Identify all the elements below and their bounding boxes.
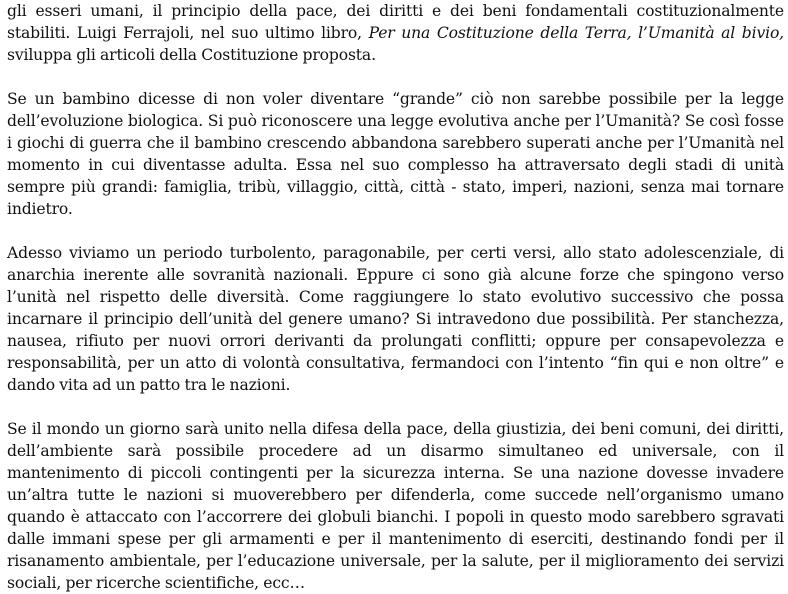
document-page	[7, 0, 784, 594]
paragraph-1-text-before: gli esseri umani, il principio della pace, dei diritti e dei beni fondamentali costituzionalmente stabiliti. Luigi Ferrajoli, nel suo ultimo libro,	[7, 2, 784, 42]
paragraph-3: Adesso viviamo un periodo turbolento, paragonabile, per certi versi, allo stato adolescenziale, di anarchia inerente alle sovranità nazionali. Eppure ci sono già alcune forze che spingono verso l’unità nel rispetto delle diversità. Come raggiungere lo stato evolutivo successivo che possa incarnare il principio dell’unità del genere umano? Si intravedono due possibilità. Per stanchezza, nausea, rifiuto per nuovi orrori derivanti da prolungati conflitti; oppure per consapevolezza e responsabilità, per un atto di volontà consultativa, fermandoci con l’intento “fin qui e non oltre” e dando vita ad un patto tra le nazioni.	[7, 244, 784, 394]
paragraph-2: Se un bambino dicesse di non voler diventare “grande” ciò non sarebbe possibile per la legge dell’evoluzione biologica. Si può riconoscere una legge evolutiva anche per l’Umanità? Se così fosse i giochi di guerra che il bambino crescendo abbandona sarebbero superati anche per l’Umanità nel momento in cui diventasse adulta. Essa nel suo complesso ha attraversato degli stadi di unità sempre più grandi: famiglia, tribù, villaggio, città, città - stato, imperi, nazioni, senza mai tornare indietro.	[7, 90, 784, 218]
book-title: Per una Costituzione della Terra, l’Umanità al bivio,	[368, 24, 784, 42]
paragraph-1-text-after: sviluppa gli articoli della Costituzione proposta.	[7, 46, 376, 64]
paragraph-4: Se il mondo un giorno sarà unito nella difesa della pace, della giustizia, dei beni comuni, dei diritti, dell’ambiente sarà possibile procedere ad un disarmo simultaneo ed universale, con il mantenimento di piccoli contingenti per la sicurezza interna. Se una nazione dovesse invadere un’altra tutte le nazioni si muoverebbero per difenderla, come succede nell’organismo umano quando è attaccato con l’accorrere dei globuli bianchi. I popoli in questo modo sarebbero sgravati dalle immani spese per gli armamenti e per il mantenimento di eserciti, destinando fondi per il risanamento ambientale, per l’educazione universale, per la salute, per il miglioramento dei servizi sociali, per ricerche scientifiche, ecc…	[7, 420, 784, 592]
paragraph-1	[7, 0, 784, 66]
